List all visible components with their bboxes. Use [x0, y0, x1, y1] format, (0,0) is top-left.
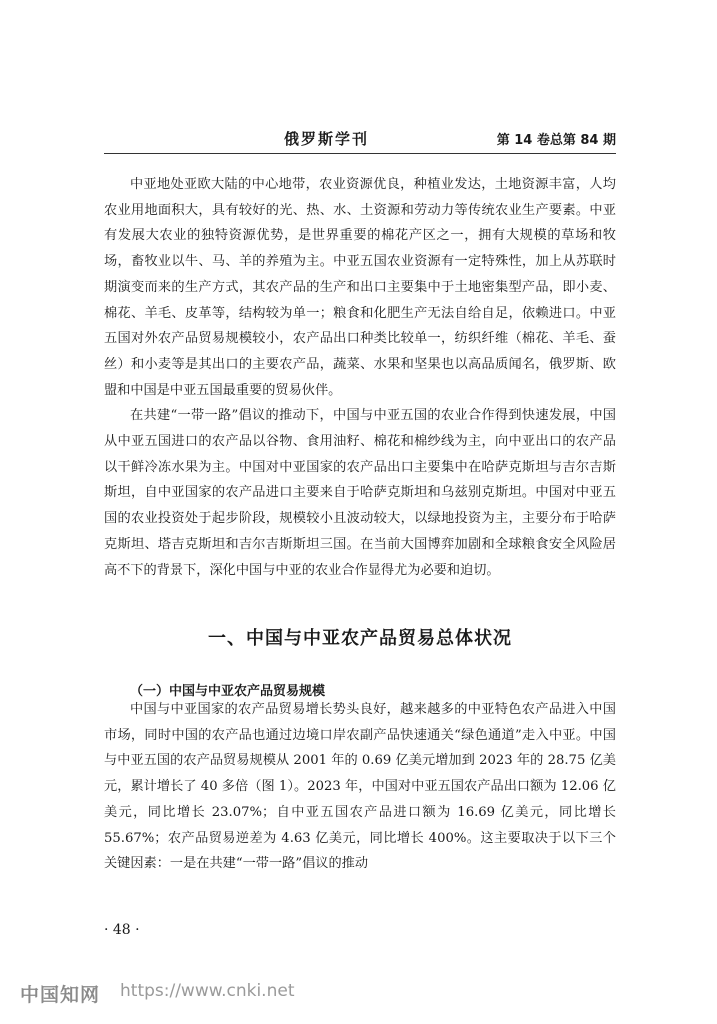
section-paragraph: 中国与中亚国家的农产品贸易增长势头良好，越来越多的中亚特色农产品进入中国市场，同时中国的农产品也通过边境口岸农副产品快速通关“绿色通道”走入中亚。中国与中亚五国的农产品贸易规模从 2001 年的 0.69 亿美元增加到 2023 年的 28.75 亿美元，累计增长了 40 多倍（图 1）。2023 年，中国对中亚五国农产品出口额为 12.06 亿美元，同比增长 23.07%；自中亚五国农产品进口额为 16.69 亿美元，同比增长 55.67%；农产品贸易逆差为 4.63 亿美元，同比增长 400%。这主要取决于以下三个关键因素：一是在共建“一带一路”倡议的推动 [104, 702, 616, 872]
section-title: 一、中国与中亚农产品贸易总体状况 [208, 628, 512, 649]
journal-name: 俄罗斯学刊 [284, 130, 370, 148]
running-header [104, 128, 616, 150]
subsection-title: （一）中国与中亚农产品贸易规模 [130, 684, 326, 699]
header-rule [104, 153, 616, 154]
cnki-logo: 中国知网 [20, 984, 101, 1006]
intro-text [104, 172, 616, 583]
intro-paragraph-1: 中亚地处亚欧大陆的中心地带，农业资源优良，种植业发达，土地资源丰富，人均农业用地面积大，具有较好的光、热、水、土资源和劳动力等传统农业生产要素。中亚有发展大农业的独特资源优势，是世界重要的棉花产区之一，拥有大规模的草场和牧场，畜牧业以牛、马、羊的养殖为主。中亚五国农业资源有一定特殊性，加上从苏联时期演变而来的生产方式，其农产品的生产和出口主要集中于土地密集型产品，即小麦、棉花、羊毛、皮革等，结构较为单一；粮食和化肥生产无法自给自足，依赖进口。中亚五国对外农产品贸易规模较小，农产品出口种类比较单一，纺织纤维（棉花、羊毛、蚕丝）和小麦等是其出口的主要农产品，蔬菜、水果和坚果也以高品质闻名，俄罗斯、欧盟和中国是中亚五国最重要的贸易伙伴。 [104, 177, 616, 398]
section-text [104, 697, 616, 877]
issue-label: 第 14 卷总第 84 期 [496, 133, 616, 148]
cnki-url[interactable]: https://www.cnki.net [120, 981, 295, 1001]
page-number: · 48 · [104, 922, 140, 938]
watermark-footer [0, 972, 717, 1012]
intro-paragraph-2: 在共建“一带一路”倡议的推动下，中国与中亚五国的农业合作得到快速发展，中国从中亚五国进口的农产品以谷物、食用油籽、棉花和棉纱线为主，向中亚出口的农产品以干鲜冷冻水果为主。中国对中亚国家的农产品出口主要集中在哈萨克斯坦与吉尔吉斯斯坦，自中亚国家的农产品进口主要来自于哈萨克斯坦和乌兹别克斯坦。中国对中亚五国的农业投资处于起步阶段，规模较小且波动较大，以绿地投资为主，主要分布于哈萨克斯坦、塔吉克斯坦和吉尔吉斯斯坦三国。在当前大国博弈加剧和全球粮食安全风险居高不下的背景下，深化中国与中亚的农业合作显得尤为必要和迫切。 [104, 408, 616, 578]
